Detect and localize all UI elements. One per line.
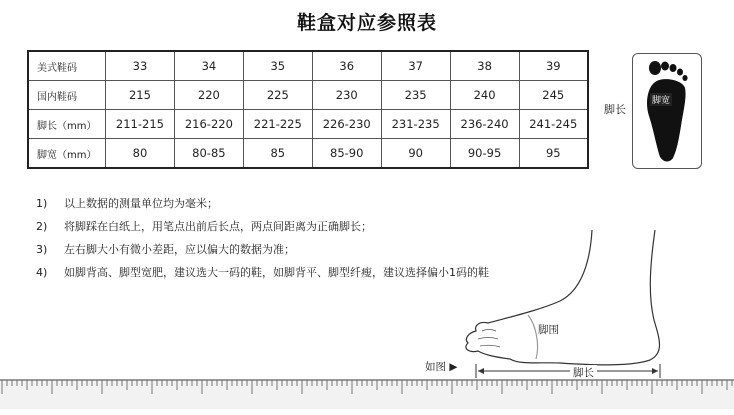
table-cell: 215 (106, 81, 175, 110)
as-shown-label: 如图 ▶ (425, 361, 458, 373)
notes-list (36, 192, 489, 284)
table-cell: 241-245 (519, 110, 588, 139)
table-cell: 35 (243, 51, 312, 81)
size-table (27, 50, 589, 169)
table-row (28, 139, 588, 169)
table-cell: 231-235 (381, 110, 450, 139)
row-header: 美式鞋码 (28, 51, 106, 81)
table-cell: 226-230 (312, 110, 381, 139)
note-item: 4) 如脚背高、脚型宽肥，建议选大一码的鞋，如脚背平、脚型纤瘦，建议选择偏小1码的鞋 (36, 266, 489, 279)
table-cell: 38 (450, 51, 519, 81)
table-cell: 221-225 (243, 110, 312, 139)
foot-width-label: 脚宽 (650, 93, 672, 106)
table-cell: 245 (519, 81, 588, 110)
table-row (28, 51, 588, 81)
table-cell: 95 (519, 139, 588, 169)
table-cell: 37 (381, 51, 450, 81)
side-foot-length-label: 脚长 (570, 365, 597, 380)
table-row (28, 81, 588, 110)
table-cell: 220 (174, 81, 243, 110)
table-cell: 39 (519, 51, 588, 81)
foot-length-label: 脚长 (604, 103, 626, 116)
table-cell: 225 (243, 81, 312, 110)
page-title: 鞋盒对应参照表 (296, 12, 437, 34)
table-cell: 80 (106, 139, 175, 169)
row-header: 脚宽（mm） (28, 139, 106, 169)
foot-side-illustration (440, 225, 680, 375)
table-cell: 33 (106, 51, 175, 81)
table-cell: 211-215 (106, 110, 175, 139)
table-cell: 90-95 (450, 139, 519, 169)
table-cell: 90 (381, 139, 450, 169)
foot-circumference-label: 脚围 (538, 324, 559, 336)
ruler-graphic (0, 379, 734, 409)
table-cell: 230 (312, 81, 381, 110)
table-cell: 216-220 (174, 110, 243, 139)
note-item: 1) 以上数据的测量单位均为毫米； (36, 197, 218, 210)
table-cell: 236-240 (450, 110, 519, 139)
row-header: 国内鞋码 (28, 81, 106, 110)
foot-outline-box (632, 53, 702, 169)
table-cell: 80-85 (174, 139, 243, 169)
table-cell: 85-90 (312, 139, 381, 169)
note-item: 3) 左右脚大小有微小差距，应以偏大的数据为准； (36, 243, 295, 256)
table-cell: 85 (243, 139, 312, 169)
table-cell: 36 (312, 51, 381, 81)
note-item: 2) 将脚踩在白纸上，用笔点出前后长点，两点间距离为正确脚长； (36, 220, 372, 233)
length-arrow (474, 362, 664, 380)
table-cell: 240 (450, 81, 519, 110)
table-cell: 235 (381, 81, 450, 110)
foot-print-icon (633, 54, 701, 168)
table-cell: 34 (174, 51, 243, 81)
row-header: 脚长（mm） (28, 110, 106, 139)
table-row (28, 110, 588, 139)
